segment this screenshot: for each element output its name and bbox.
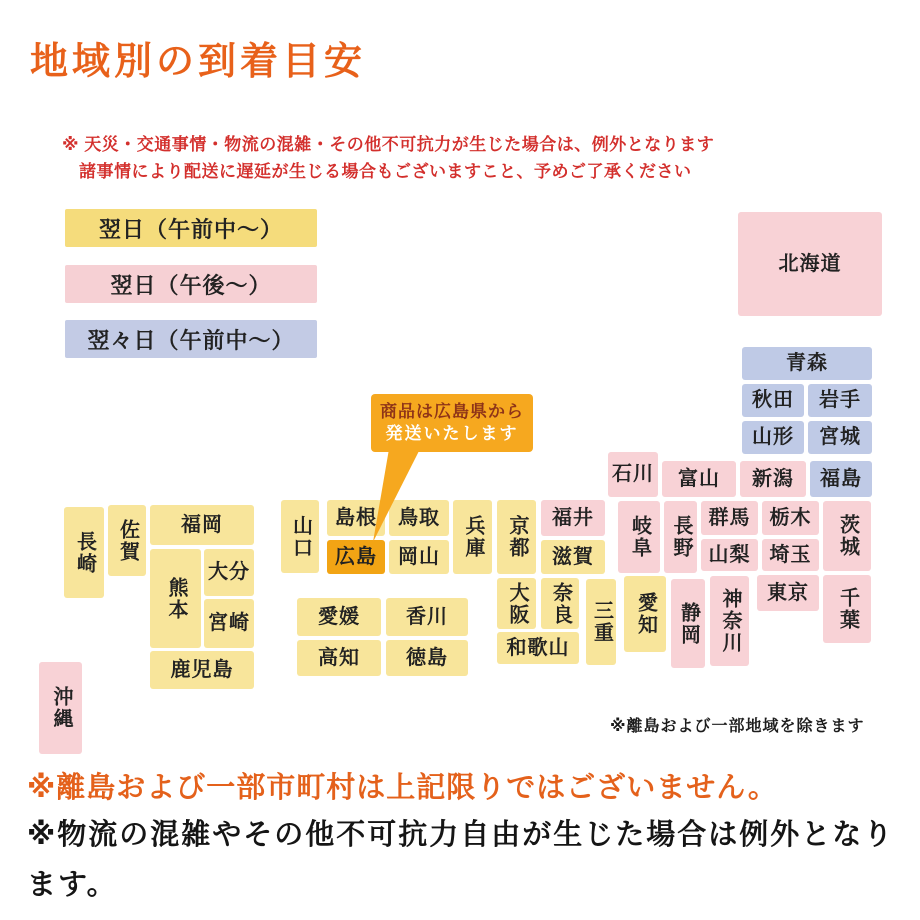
prefecture-tile: 宮崎 [204,599,254,648]
prefecture-tile: 鹿児島 [150,651,254,689]
legend-label: 翌日（午前中〜） [98,216,283,242]
prefecture-tile: 佐賀 [108,505,146,576]
prefecture-tile: 沖縄 [39,662,82,754]
prefecture-tile: 滋賀 [541,540,605,574]
prefecture-tile: 山形 [742,421,804,454]
prefecture-tile: 茨城 [823,501,871,571]
prefecture-tile: 福岡 [150,505,254,545]
prefecture-tile: 愛知 [624,576,666,652]
prefecture-tile: 愛媛 [297,598,381,636]
prefecture-tile: 福井 [541,500,605,536]
prefecture-tile: 新潟 [740,461,806,497]
page-title: 地域別の到着目安 [30,41,367,83]
prefecture-tile: 福島 [810,461,872,497]
prefecture-tile: 北海道 [738,212,882,316]
prefecture-tile: 富山 [662,461,736,497]
legend-label: 翌々日（午前中〜） [87,327,295,353]
prefecture-tile: 宮城 [808,421,872,454]
prefecture-tile: 岡山 [389,540,449,574]
prefecture-tile: 静岡 [671,579,705,668]
prefecture-tile: 千葉 [823,575,871,643]
prefecture-tile: 大分 [204,549,254,596]
prefecture-tile: 岐阜 [618,501,660,573]
prefecture-tile: 長野 [664,501,697,573]
prefecture-tile: 奈良 [541,578,579,629]
prefecture-tile: 群馬 [701,501,758,535]
prefecture-tile: 栃木 [762,501,819,535]
prefecture-tile: 和歌山 [497,632,579,664]
shipping-origin-callout [371,394,533,452]
prefecture-tile: 神奈川 [710,576,749,666]
prefecture-tile: 熊本 [150,549,201,648]
prefecture-tile: 三重 [586,579,616,665]
prefecture-tile: 山梨 [701,539,758,571]
prefecture-tile: 埼玉 [762,539,819,571]
prefecture-tile: 広島 [327,540,385,574]
callout-pointer-icon [363,449,423,545]
prefecture-tile: 島根 [327,500,385,536]
callout-line-2: 発送いたします [385,424,519,443]
footer-force-majeure-note: ※物流の混雑やその他不可抗力自由が生じた場合は例外となります。 [27,819,895,901]
prefecture-tile: 石川 [608,452,658,497]
prefecture-tile: 鳥取 [389,500,449,536]
prefecture-tile: 秋田 [742,384,804,417]
prefecture-tile: 兵庫 [453,500,492,574]
callout-line-1: 商品は広島県から [380,402,524,421]
warning-line-1: ※ 天災・交通事情・物流の混雑・その他不可抗力が生じた場合は、例外となります [62,135,715,154]
prefecture-tile: 東京 [757,575,819,611]
prefecture-tile: 大阪 [497,578,536,629]
prefecture-tile: 香川 [386,598,468,636]
prefecture-tile: 山口 [281,500,319,573]
prefecture-tile: 長崎 [64,507,104,598]
prefecture-tile: 岩手 [808,384,872,417]
prefecture-tile: 京都 [497,500,536,574]
map-exclusion-note: ※離島および一部地域を除きます [610,718,865,735]
warning-line-2: 諸事情により配送に遅延が生じる場合もございますこと、予めご了承ください [79,162,692,181]
prefecture-tile: 高知 [297,640,381,676]
legend-label: 翌日（午後〜） [110,272,272,298]
prefecture-tile: 青森 [742,347,872,380]
footer-remote-islands-note: ※離島および一部市町村は上記限りではございません。 [27,772,778,804]
prefecture-tile: 徳島 [386,640,468,676]
